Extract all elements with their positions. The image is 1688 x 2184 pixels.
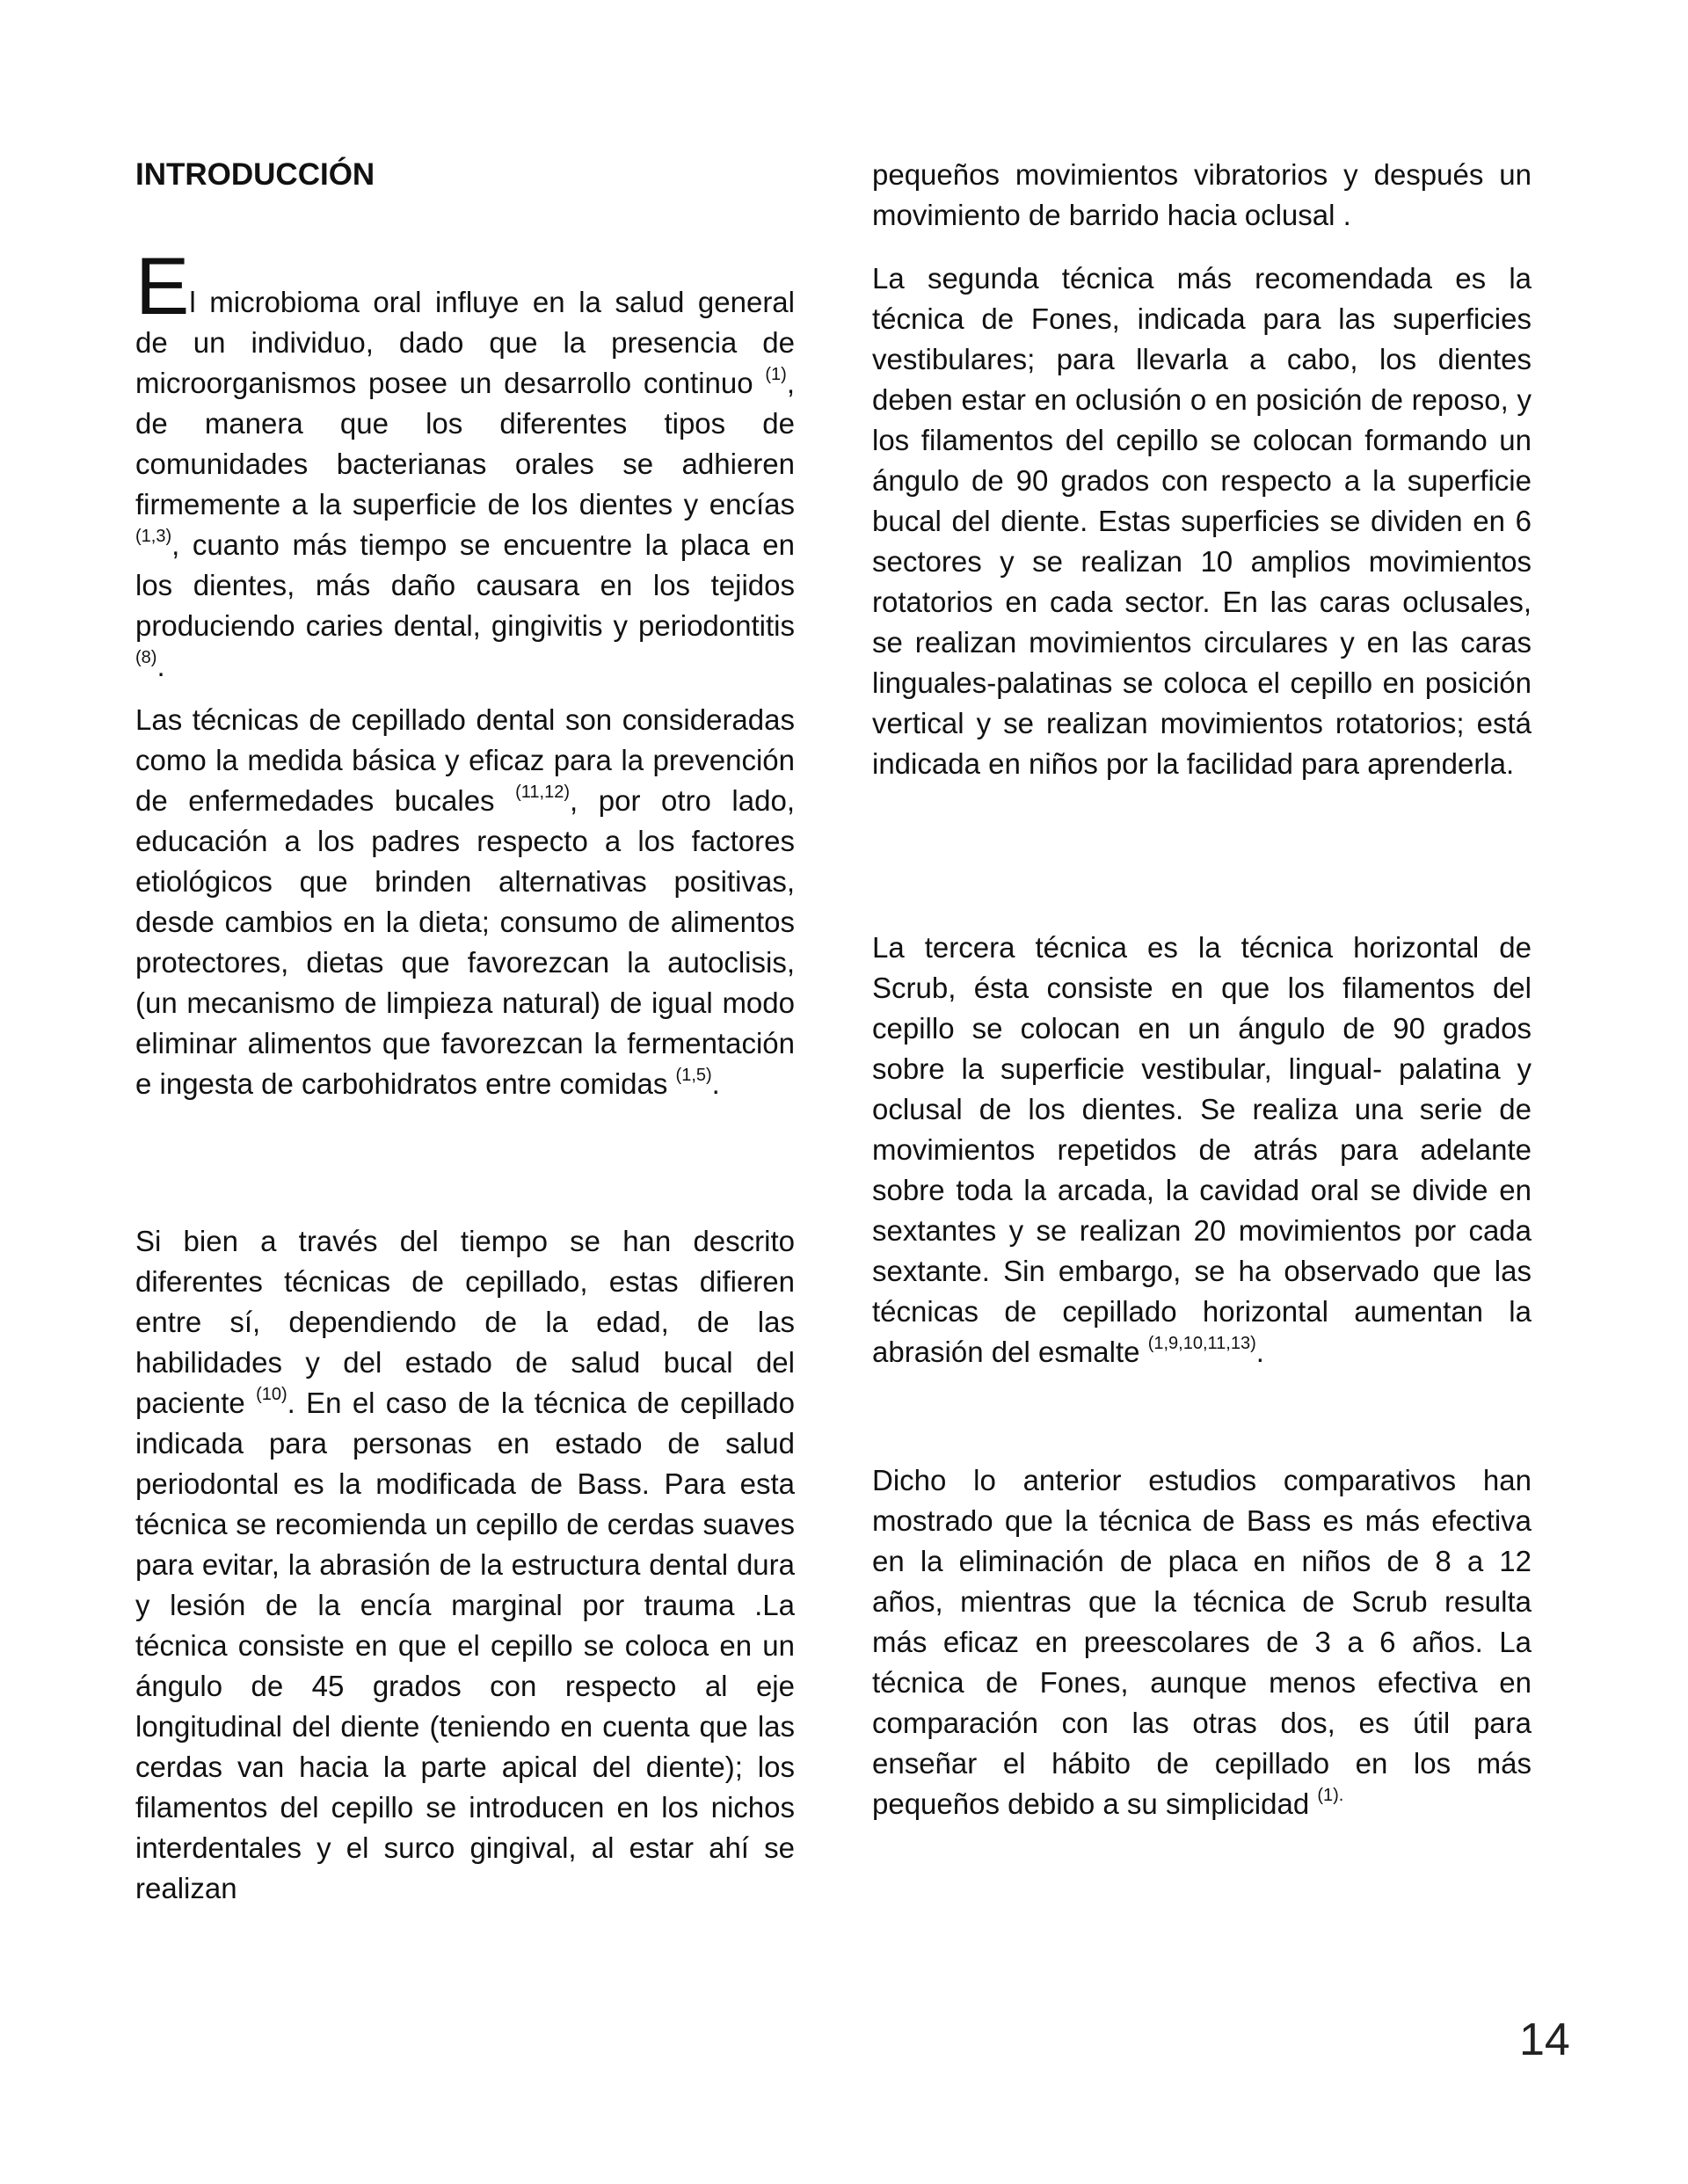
text-run: , por otro lado, educación a los padres respecto a los factores etiológicos que brinden alternativas positivas, desde cambios en la dieta; consumo de alimentos protectores, dietas que favorezcan la autoclisis, (un mecanismo de limpieza natural) de igual modo eliminar alimentos que favorezcan la fermentación e ingesta de carbohidratos entre comidas [135,784,795,1100]
paragraph [872,928,1532,1372]
citation-reference: (1) [765,365,787,384]
drop-cap: E [135,242,190,331]
text-run: Dicho lo anterior estudios comparativos han mostrado que la técnica de Bass es más efectiva en la eliminación de placa en niños de 8 a 12 años, mientras que la técnica de Scrub resulta más eficaz en preescolares de 3 a 6 años. La técnica de Fones, aunque menos efectiva en comparación con las otras dos, es útil para enseñar el hábito de cepillado en los más pequeños debido a su simplicidad [872,1464,1532,1820]
text-run: . [1255,1336,1264,1368]
text-run: La tercera técnica es la técnica horizontal de Scrub, ésta consiste en que los filamentos del cepillo se colocan en un ángulo de 90 grados sobre la superficie vestibular, lingual- palatina y oclusal de los dientes. Se realiza una serie de movimientos repetidos de atrás para adelante sobre toda la arcada, la cavidad oral se divide en sextantes y se realizan 20 movimientos por cada sextante. Sin embargo, se ha observado que las técnicas de cepillado horizontal aumentan la abrasión del esmalte [872,931,1532,1368]
citation-reference: (1,9,10,11,13) [1147,1334,1256,1353]
text-run: . En el caso de la técnica de cepillado indicada para personas en estado de salud periodontal es la modificada de Bass. Para esta técnica se recomienda un cepillo de cerdas suaves para evitar, la abrasión de la estructura dental dura y lesión de la encía marginal por trauma .La técnica consiste en que el cepillo se coloca en un ángulo de 45 grados con respecto al eje longitudinal del diente (teniendo en cuenta que las cerdas van hacia la parte apical del diente); los filamentos del cepillo se introducen en los nichos interdentales y el surco gingival, al estar ahí se realizan [135,1387,795,1904]
paragraph [872,1460,1532,1824]
text-run: , cuanto más tiempo se encuentre la placa en los dientes, más daño causara en los tejidos produciendo caries dental, gingivitis y periodontitis [135,528,795,642]
paragraph [872,155,1532,236]
paragraph [135,242,795,687]
section-heading: INTRODUCCIÓN [135,157,375,192]
paragraph [872,258,1532,784]
citation-reference: (1,5) [675,1066,712,1085]
text-run: . [711,1067,720,1100]
citation-reference: (11,12) [515,783,571,802]
paragraph [135,1221,795,1909]
text-run: l microbioma oral influye en la salud general de un individuo, dado que la presencia de microorganismos posee un desarrollo continuo [135,286,795,399]
citation-reference: (10) [256,1385,287,1404]
text-run: Si bien a través del tiempo se han descrito diferentes técnicas de cepillado, estas difieren entre sí, dependiendo de la edad, de las habilidades y del estado de salud bucal del paciente [135,1225,795,1419]
citation-reference: (1,3) [135,527,172,546]
text-run: La segunda técnica más recomendada es la técnica de Fones, indicada para las superficies vestibulares; para llevarla a cabo, los dientes deben estar en oclusión o en posición de reposo, y los filamentos del cepillo se colocan formando un ángulo de 90 grados con respecto a la superficie bucal del diente. Estas superficies se dividen en 6 sectores y se realizan 10 amplios movimientos rotatorios en cada sector. En las caras oclusales, se realizan movimientos circulares y en las caras linguales-palatinas se coloca el cepillo en posición vertical y se realizan movimientos rotatorios; está indicada en niños por la facilidad para aprenderla. [872,262,1532,780]
citation-reference: (8) [135,648,157,667]
page-number: 14 [1519,2014,1570,2065]
text-run: pequeños movimientos vibratorios y después un movimiento de barrido hacia oclusal . [872,158,1532,231]
citation-reference: (1). [1317,1786,1344,1805]
text-run: , de manera que los diferentes tipos de comunidades bacterianas orales se adhieren firmemente a la superficie de los dientes y encías [135,367,795,521]
paragraph [135,700,795,1104]
text-run: Las técnicas de cepillado dental son consideradas como la medida básica y eficaz para la prevención de enfermedades bucales [135,703,795,817]
text-run: . [156,650,165,682]
